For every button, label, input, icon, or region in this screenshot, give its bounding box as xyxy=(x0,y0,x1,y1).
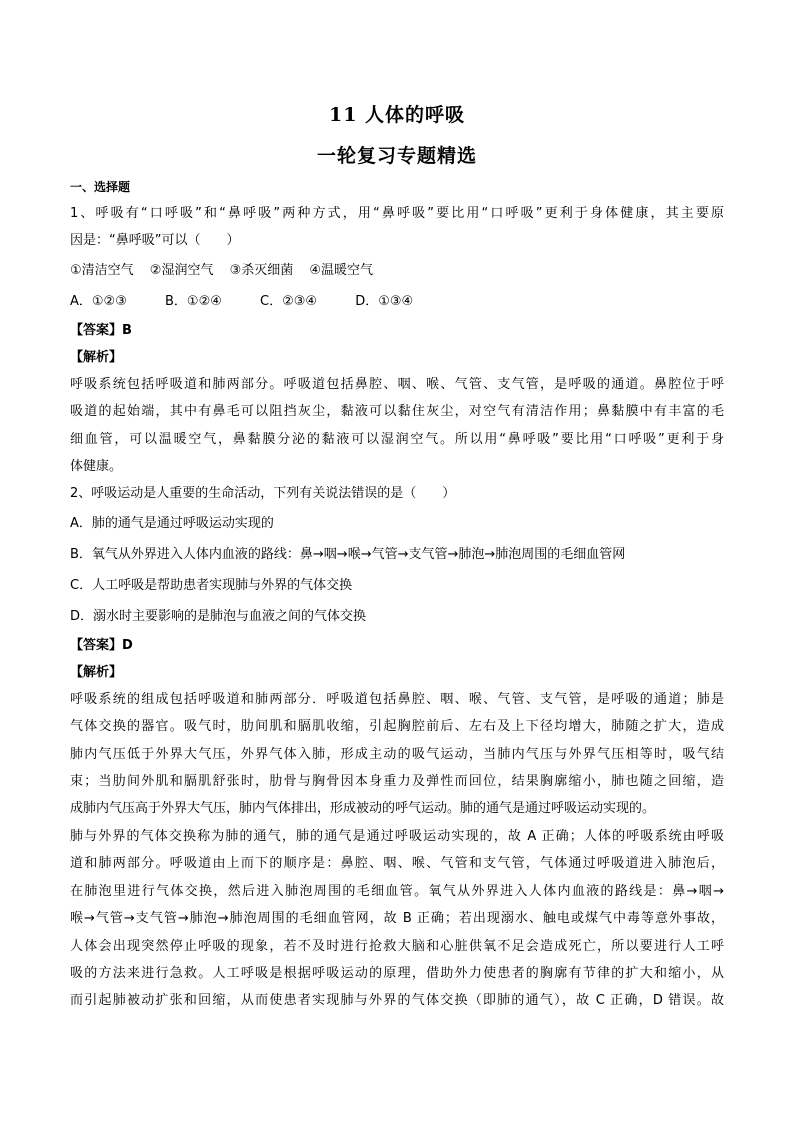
section-heading: 一、选择题 xyxy=(70,180,131,194)
statement-item: ①清洁空气 xyxy=(70,262,134,278)
question-stem-line: 因是：“鼻呼吸”可以（ ） xyxy=(70,233,240,249)
analysis-line: 气体交换的器官。吸气时，肋间肌和膈肌收缩，引起胸腔前后、左右及上下径均增大，肺随之扩大，造成 xyxy=(70,719,724,735)
option-item: C．人工呼吸是帮助患者实现肺与外界的气体交换 xyxy=(70,577,353,593)
analysis-line: 肺内气压低于外界大气压，外界气体入肺，形成主动的吸气运动，当肺内气压与外界气压相等时，吸气结 xyxy=(70,746,724,762)
option-item: B．①②④ xyxy=(165,293,222,309)
analysis-line: 吸的方法来进行急救。人工呼吸是根据呼吸运动的原理，借助外力使患者的胸廓有节律的扩大和缩小，从 xyxy=(70,965,724,981)
analysis-line: 细血管，可以温暖空气，鼻黏膜分泌的黏液可以湿润空气。所以用“鼻呼吸”要比用“口呼吸”更利于身 xyxy=(70,431,724,447)
analysis-line: 呼吸系统的组成包括呼吸道和肺两部分．呼吸道包括鼻腔、咽、喉、气管、支气管，是呼吸的通道；肺是 xyxy=(70,691,724,707)
question-stem-line: 1、呼吸有“口呼吸”和“鼻呼吸”两种方式，用“鼻呼吸”要比用“口呼吸”更利于身体健康，其主要原 xyxy=(70,206,724,221)
analysis-line: 呼吸系统包括呼吸道和肺两部分。呼吸道包括鼻腔、咽、喉、气管、支气管，是呼吸的通道。鼻腔位于呼 xyxy=(70,376,724,392)
analysis-line: 而引起肺被动扩张和回缩，从而使患者实现肺与外界的气体交换（即肺的通气），故 C 正确，D 错误。故 xyxy=(70,993,724,1009)
page-subtitle: 一轮复习专题精选 xyxy=(316,145,477,167)
option-item: A．肺的通气是通过呼吸运动实现的 xyxy=(70,515,274,531)
option-item: D．溺水时主要影响的是肺泡与血液之间的气体交换 xyxy=(70,608,367,624)
option-list xyxy=(70,286,724,317)
analysis-line: 道和肺两部分。呼吸道由上而下的顺序是：鼻腔、咽、喉、气管和支气管，气体通过呼吸道进入肺泡后， xyxy=(70,856,724,872)
analysis-line: 人体会出现突然停止呼吸的现象，若不及时进行抢救大脑和心脏供氧不足会造成死亡，所以要进行人工呼 xyxy=(70,938,724,954)
option-item: C．②③④ xyxy=(260,293,318,309)
question-stem-line: 2、呼吸运动是人重要的生命活动，下列有关说法错误的是（ ） xyxy=(70,486,456,502)
analysis-line: 体健康。 xyxy=(70,459,123,475)
statement-item: ③杀灭细菌 xyxy=(229,262,294,278)
option-item: D．①③④ xyxy=(355,293,414,309)
answer-label: 【答案】B xyxy=(70,322,132,338)
document-body xyxy=(70,178,724,1015)
answer-label: 【答案】D xyxy=(70,637,133,653)
statement-item: ④温暖空气 xyxy=(309,262,374,278)
question-1 xyxy=(70,200,724,480)
analysis-line: 成肺内气压高于外界大气压，肺内气体排出，形成被动的呼气运动。肺的通气是通过呼吸运动实现的。 xyxy=(70,801,656,817)
statement-item: ②湿润空气 xyxy=(149,262,214,278)
analysis-line: 喉→气管→支气管→肺泡→肺泡周围的毛细血管网，故 B 正确；若出现溺水、触电或煤气中毒等意外事故， xyxy=(70,911,724,927)
statement-list xyxy=(70,255,724,286)
option-item: B．氧气从外界进入人体内血液的路线：鼻→咽→喉→气管→支气管→肺泡→肺泡周围的毛细血管网 xyxy=(70,546,626,562)
analysis-heading: 【解析】 xyxy=(70,664,123,680)
option-item: A．①②③ xyxy=(70,293,127,309)
analysis-line: 束；当肋间外肌和膈肌舒张时，肋骨与胸骨因本身重力及弹性而回位，结果胸廓缩小，肺也随之回缩，造 xyxy=(70,774,724,790)
analysis-line: 在肺泡里进行气体交换，然后进入肺泡周围的毛细血管。氧气从外界进入人体内血液的路线是：鼻→咽→ xyxy=(70,883,724,899)
analysis-line: 吸道的起始端，其中有鼻毛可以阻挡灰尘，黏液可以黏住灰尘，对空气有清洁作用；鼻黏膜中有丰富的毛 xyxy=(70,404,724,420)
analysis-heading: 【解析】 xyxy=(70,349,123,365)
analysis-line: 肺与外界的气体交换称为肺的通气，肺的通气是通过呼吸运动实现的，故 A 正确；人体的呼吸系统由呼吸 xyxy=(70,828,724,844)
page-title: 11 人体的呼吸 xyxy=(328,104,466,126)
question-2 xyxy=(70,480,724,1014)
